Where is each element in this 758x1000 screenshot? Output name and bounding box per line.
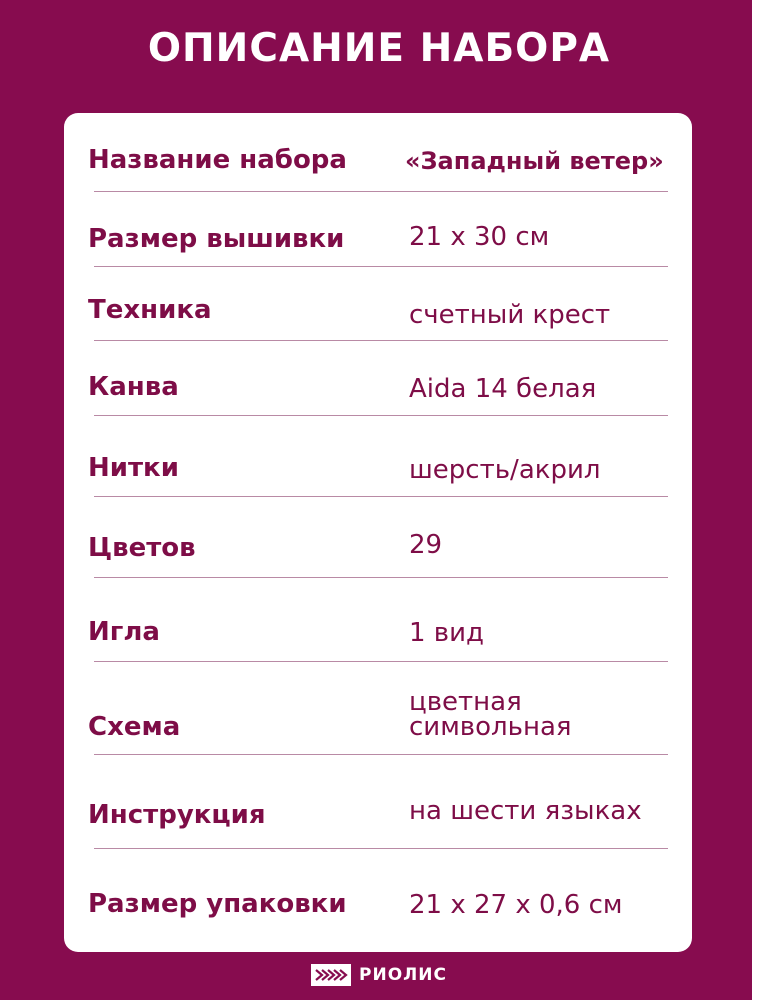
row-divider	[94, 340, 668, 341]
row-label: Канва	[88, 372, 179, 402]
row-divider	[94, 577, 668, 578]
footer-brand	[0, 964, 758, 986]
row-label: Размер вышивки	[88, 224, 345, 254]
row-divider	[94, 848, 668, 849]
row-label: Инструкция	[88, 800, 266, 830]
row-value: 21 х 27 х 0,6 см	[409, 890, 623, 920]
row-label: Название набора	[88, 145, 347, 175]
row-value: шерсть/акрил	[409, 455, 601, 485]
row-label: Схема	[88, 712, 181, 742]
row-value: 1 вид	[409, 618, 485, 648]
kit-description-card	[64, 113, 692, 952]
row-divider	[94, 496, 668, 497]
row-divider	[94, 754, 668, 755]
row-label: Техника	[88, 295, 212, 325]
right-edge-stripe	[752, 0, 758, 1000]
row-divider	[94, 191, 668, 192]
brand-name: РИОЛИС	[359, 965, 447, 985]
row-label: Игла	[88, 617, 160, 647]
row-divider	[94, 266, 668, 267]
row-label: Нитки	[88, 453, 179, 483]
row-label: Цветов	[88, 533, 196, 563]
row-value-line1: цветная	[409, 687, 522, 717]
row-value: «Западный ветер»	[405, 147, 664, 175]
row-value: 21 х 30 см	[409, 222, 550, 252]
row-divider	[94, 661, 668, 662]
row-label: Размер упаковки	[88, 889, 347, 919]
riolis-logo-icon	[311, 964, 351, 986]
row-value: счетный крест	[409, 300, 611, 330]
row-value: Aida 14 белая	[409, 374, 597, 404]
row-value: 29	[409, 530, 443, 560]
row-value-line2: символьная	[409, 712, 572, 742]
page-title: ОПИСАНИЕ НАБОРА	[147, 26, 611, 71]
row-divider	[94, 415, 668, 416]
row-value: на шести языках	[409, 796, 642, 826]
